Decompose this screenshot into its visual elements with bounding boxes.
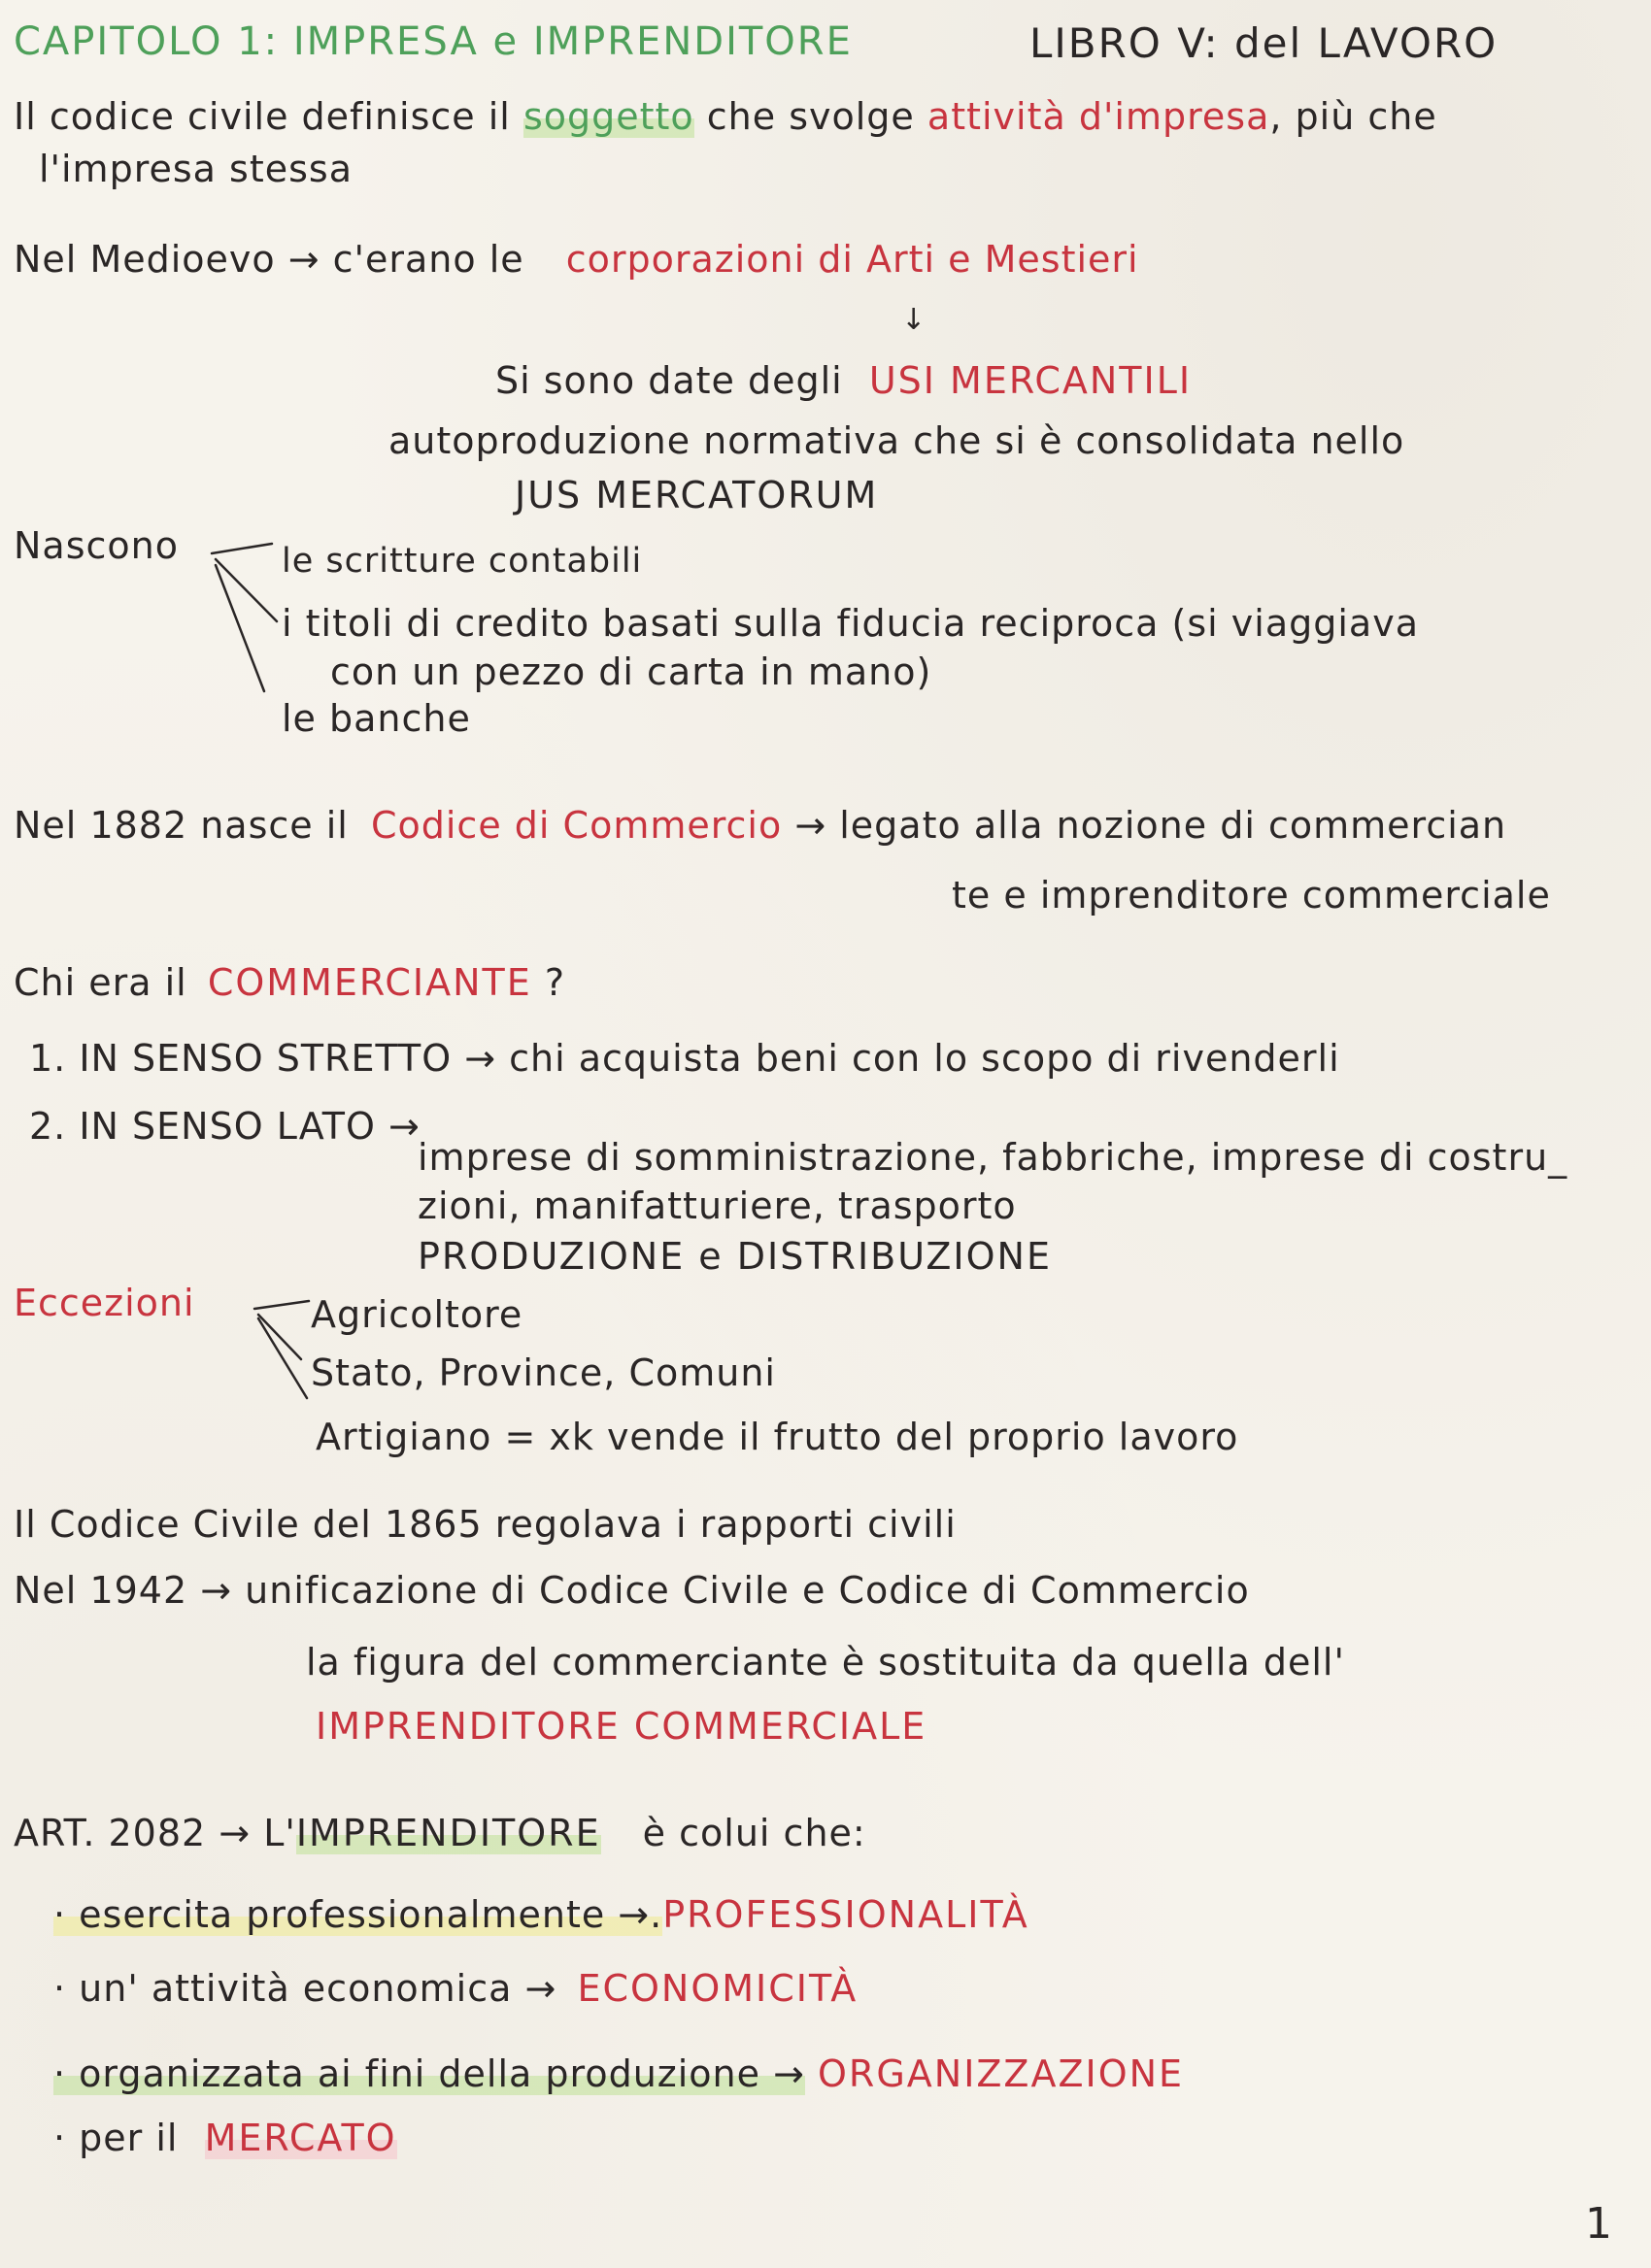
senso-lato-2: zioni, manifatturiere, trasporto (418, 1184, 1017, 1227)
nascono-item-3: le banche (282, 697, 471, 740)
eccezioni-item-1: Agricoltore (311, 1293, 523, 1336)
codice-1882-text-2: → legato alla nozione di commercian (794, 804, 1507, 847)
intro-text: Il codice civile definisce il (14, 95, 511, 138)
senso-stretto: 1. IN SENSO STRETTO → chi acquista beni con lo scopo di rivenderli (29, 1037, 1340, 1080)
usi-text: Si sono date degli (495, 359, 843, 402)
autoproduzione-line: autoproduzione normativa che si è consolidata nello (388, 419, 1405, 462)
corporazioni-term: corporazioni di Arti e Mestieri (565, 238, 1139, 281)
nascono-label: Nascono (14, 524, 179, 567)
eccezioni-item-3: Artigiano = xk vende il frutto del proprio lavoro (316, 1416, 1239, 1458)
page-number: 1 (1585, 2199, 1612, 2249)
codice-1865-line: Il Codice Civile del 1865 regolava i rapporti civili (14, 1503, 957, 1546)
imprenditore-commerciale: IMPRENDITORE COMMERCIALE (316, 1705, 927, 1748)
imprenditore-term: IMPRENDITORE (295, 1812, 601, 1854)
attivita-impresa-term: attività d'impresa (927, 95, 1270, 138)
requisito-1-text: · esercita professionalmente →. (53, 1893, 663, 1936)
codice-1882-text: Nel 1882 nasce il (14, 804, 349, 847)
art-2082-text: ART. 2082 → L' (14, 1812, 296, 1854)
nascono-item-1: le scritture contabili (282, 542, 643, 581)
soggetto-term: soggetto (522, 95, 694, 138)
economicita-term: ECONOMICITÀ (577, 1967, 859, 2010)
requisito-3-text: · organizzata ai fini della produzione → (53, 2052, 805, 2095)
eccezioni-item-2: Stato, Province, Comuni (311, 1351, 776, 1394)
intro-line-2: l'impresa stessa (39, 148, 353, 190)
codice-commercio-term: Codice di Commercio (370, 804, 783, 847)
mercato-term: MERCATO (204, 2117, 397, 2159)
down-arrow: ↓ (901, 303, 927, 337)
chapter-title: CAPITOLO 1: IMPRESA e IMPRENDITORE (14, 19, 853, 64)
organizzazione-term: ORGANIZZAZIONE (818, 2052, 1185, 2095)
question-mark: ? (544, 961, 566, 1004)
jus-mercatorum: JUS MERCATORUM (515, 474, 879, 517)
question-text: Chi era il (14, 961, 187, 1004)
medioevo-text: Nel Medioevo → c'erano le (14, 238, 524, 281)
commerciante-term: COMMERCIANTE (207, 961, 532, 1004)
nascono-bracket-1 (212, 544, 272, 553)
professionalita-term: PROFESSIONALITÀ (662, 1893, 1029, 1936)
eccezioni-label: Eccezioni (14, 1282, 195, 1324)
nascono-item-2: i titoli di credito basati sulla fiducia reciproca (si viaggiava (282, 602, 1419, 645)
intro-text-3: , più che (1269, 95, 1437, 138)
figura-line: la figura del commerciante è sostituita da quella dell' (306, 1641, 1345, 1684)
usi-mercantili-term: USI MERCANTILI (868, 359, 1193, 402)
codice-1882-line-2: te e imprenditore commerciale (952, 874, 1551, 917)
intro-text-2: che svolge (706, 95, 915, 138)
codice-1942-line: Nel 1942 → unificazione di Codice Civile e Codice di Commercio (14, 1569, 1250, 1612)
senso-lato-3: PRODUZIONE e DISTRIBUZIONE (418, 1235, 1052, 1278)
senso-lato-1: imprese di somministrazione, fabbriche, imprese di costru_ (418, 1136, 1568, 1179)
requisito-4-text: · per il (53, 2117, 179, 2159)
book-title: LIBRO V: del LAVORO (1029, 19, 1499, 67)
eccezioni-bracket-1 (254, 1301, 309, 1309)
nascono-item-2b: con un pezzo di carta in mano) (330, 650, 932, 693)
senso-lato-label: 2. IN SENSO LATO → (29, 1105, 421, 1148)
requisito-2-text: · un' attività economica → (53, 1967, 557, 2010)
art-2082-text-2: è colui che: (642, 1812, 866, 1854)
